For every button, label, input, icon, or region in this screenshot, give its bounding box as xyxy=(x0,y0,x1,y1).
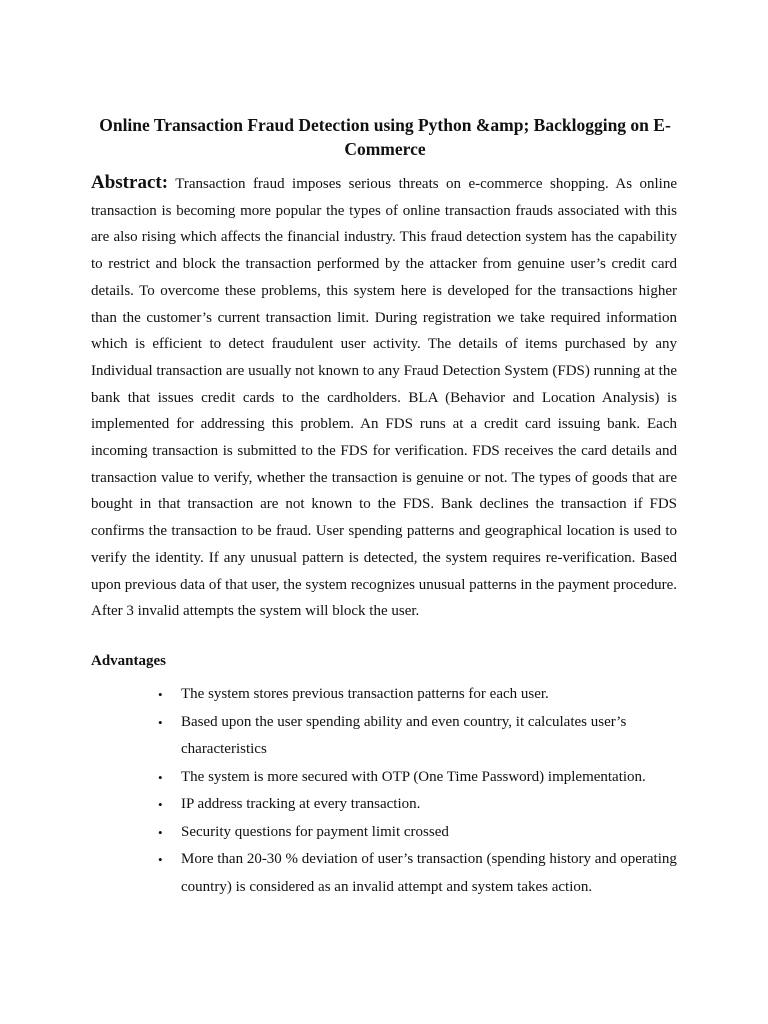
advantage-item xyxy=(91,709,677,764)
advantage-item xyxy=(91,764,677,792)
advantages-heading: Advantages xyxy=(91,653,167,669)
bullet-icon: • xyxy=(158,769,163,785)
abstract-label: Abstract: xyxy=(91,172,169,193)
bullet-icon: • xyxy=(158,687,163,702)
bullet-icon: • xyxy=(158,714,163,730)
advantage-text: The system is more secured with OTP (One Time Password) implementation. xyxy=(181,768,646,785)
advantages-list xyxy=(91,681,677,901)
advantage-item xyxy=(91,819,677,847)
advantage-text: Based upon the user spending ability and even country, it calculates user’s characteristics xyxy=(181,713,627,757)
advantage-text: The system stores previous transaction patterns for each user. xyxy=(181,686,549,702)
abstract-text: Transaction fraud imposes serious threats on e-commerce shopping. As online transaction is becoming more popular the types of online transaction frauds associated with this are also rising which affects the financial industry. This fraud detection system has the capability to restrict and block the transaction performed by the attacker from genuine user’s credit card details. To overcome these problems, this system here is developed for the transactions higher than the customer’s current transaction limit. During registration we take required information which is efficient to detect fraudulent user activity. The details of items purchased by any Individual transaction are usually not known to any Fraud Detection System (FDS) running at the bank that issues credit cards to the cardholders. BLA (Behavior and Location Analysis) is implemented for addressing this problem. An FDS runs at a credit card issuing bank. Each incoming transaction is submitted to the FDS for verification. FDS receives the card details and transaction value to verify, whether the transaction is genuine or not. The types of goods that are bought in that transaction are not known to the FDS. Bank declines the transaction if FDS confirms the transaction to be fraud. User spending patterns and geographical location is used to verify the identity. If any unusual pattern is detected, the system requires re-verification. Based upon previous data of that user, the system recognizes unusual patterns in the payment procedure. After 3 invalid attempts the system will block the user. xyxy=(91,176,677,620)
abstract-paragraph xyxy=(91,170,677,625)
advantage-text: More than 20-30 % deviation of user’s transaction (spending history and operating country) is considered as an invalid attempt and system takes action. xyxy=(181,851,677,895)
advantage-item xyxy=(91,846,677,901)
advantage-text: Security questions for payment limit crossed xyxy=(181,823,449,840)
bullet-icon: • xyxy=(158,852,163,867)
advantage-text: IP address tracking at every transaction. xyxy=(181,796,421,812)
document-title: Online Transaction Fraud Detection using Python &amp; Backlogging on E-Commerce xyxy=(99,115,671,159)
advantage-item xyxy=(91,791,677,819)
advantage-item xyxy=(91,681,677,709)
bullet-icon: • xyxy=(158,797,163,812)
bullet-icon: • xyxy=(158,824,163,840)
